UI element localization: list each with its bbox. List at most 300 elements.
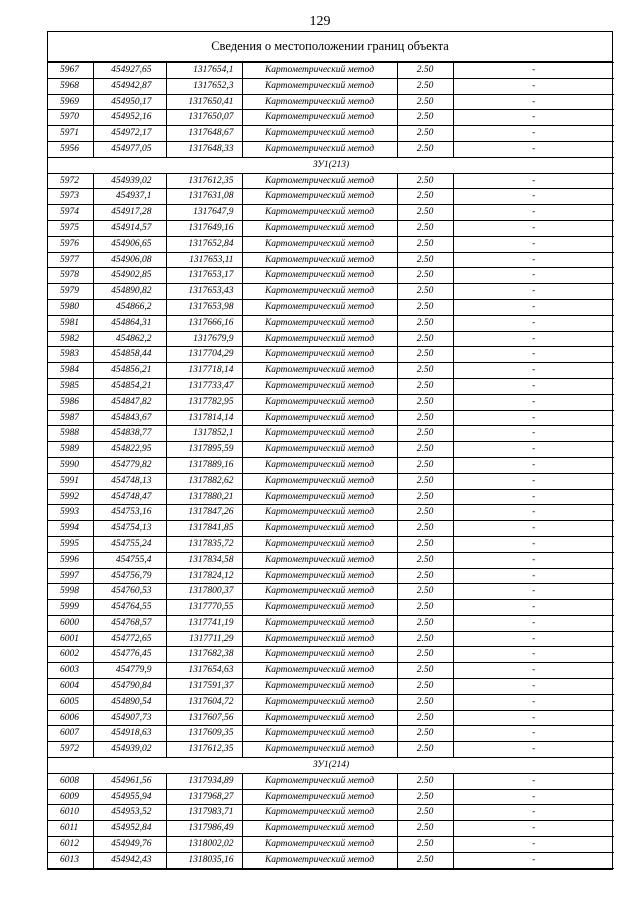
page-number: 129 (309, 14, 331, 29)
y-coordinate-cell: 1318002,02 (166, 837, 242, 853)
method-cell: Картометрический метод (242, 631, 397, 647)
point-number-cell: 5981 (48, 315, 93, 331)
y-coordinate-cell: 1317847,26 (166, 505, 242, 521)
x-coordinate-cell: 454755,4 (93, 552, 166, 568)
point-number-cell: 5992 (48, 489, 93, 505)
y-coordinate-cell: 1317591,37 (166, 679, 242, 695)
description-cell: - (453, 299, 614, 315)
table-row (48, 426, 614, 442)
method-cell: Картометрический метод (242, 773, 397, 789)
description-cell: - (453, 615, 614, 631)
method-cell: Картометрический метод (242, 442, 397, 458)
x-coordinate-cell: 454764,55 (93, 600, 166, 616)
y-coordinate-cell: 1317968,27 (166, 789, 242, 805)
description-cell: - (453, 268, 614, 284)
accuracy-cell: 2.50 (397, 315, 453, 331)
description-cell: - (453, 284, 614, 300)
description-cell: - (453, 220, 614, 236)
y-coordinate-cell: 1317841,85 (166, 521, 242, 537)
y-coordinate-cell: 1317653,43 (166, 284, 242, 300)
description-cell: - (453, 331, 614, 347)
description-cell: - (453, 505, 614, 521)
table-row (48, 837, 614, 853)
point-number-cell: 5975 (48, 220, 93, 236)
table-row (48, 805, 614, 821)
x-coordinate-cell: 454952,84 (93, 821, 166, 837)
accuracy-cell: 2.50 (397, 473, 453, 489)
description-cell: - (453, 489, 614, 505)
method-cell: Картометрический метод (242, 505, 397, 521)
point-number-cell: 5995 (48, 536, 93, 552)
method-cell: Картометрический метод (242, 805, 397, 821)
method-cell: Картометрический метод (242, 394, 397, 410)
description-cell: - (453, 410, 614, 426)
description-cell: - (453, 679, 614, 695)
description-cell: - (453, 852, 614, 868)
x-coordinate-cell: 454753,16 (93, 505, 166, 521)
y-coordinate-cell: 1317852,1 (166, 426, 242, 442)
description-cell: - (453, 457, 614, 473)
table-row (48, 205, 614, 221)
x-coordinate-cell: 454862,2 (93, 331, 166, 347)
accuracy-cell: 2.50 (397, 821, 453, 837)
y-coordinate-cell: 1317654,1 (166, 63, 242, 79)
description-cell: - (453, 252, 614, 268)
y-coordinate-cell: 1317718,14 (166, 363, 242, 379)
point-number-cell: 5970 (48, 110, 93, 126)
accuracy-cell: 2.50 (397, 726, 453, 742)
group-header-row (48, 157, 614, 173)
x-coordinate-cell: 454890,54 (93, 694, 166, 710)
x-coordinate-cell: 454847,82 (93, 394, 166, 410)
description-cell: - (453, 837, 614, 853)
table-row (48, 457, 614, 473)
table-row (48, 378, 614, 394)
method-cell: Картометрический метод (242, 789, 397, 805)
method-cell: Картометрический метод (242, 473, 397, 489)
accuracy-cell: 2.50 (397, 489, 453, 505)
point-number-cell: 6008 (48, 773, 93, 789)
point-number-cell: 5988 (48, 426, 93, 442)
y-coordinate-cell: 1317934,89 (166, 773, 242, 789)
accuracy-cell: 2.50 (397, 268, 453, 284)
accuracy-cell: 2.50 (397, 410, 453, 426)
y-coordinate-cell: 1317649,16 (166, 220, 242, 236)
x-coordinate-cell: 454776,45 (93, 647, 166, 663)
point-number-cell: 5998 (48, 584, 93, 600)
y-coordinate-cell: 1317604,72 (166, 694, 242, 710)
table-row (48, 568, 614, 584)
method-cell: Картометрический метод (242, 63, 397, 79)
table-title: Сведения о местоположении границ объекта (48, 32, 612, 62)
method-cell: Картометрический метод (242, 568, 397, 584)
y-coordinate-cell: 1318035,16 (166, 852, 242, 868)
method-cell: Картометрический метод (242, 268, 397, 284)
table-row (48, 694, 614, 710)
description-cell: - (453, 536, 614, 552)
point-number-cell: 5997 (48, 568, 93, 584)
description-cell: - (453, 631, 614, 647)
point-number-cell: 5983 (48, 347, 93, 363)
accuracy-cell: 2.50 (397, 710, 453, 726)
coordinates-table (48, 62, 614, 869)
y-coordinate-cell: 1317648,33 (166, 141, 242, 157)
accuracy-cell: 2.50 (397, 742, 453, 758)
description-cell: - (453, 315, 614, 331)
table-row (48, 347, 614, 363)
y-coordinate-cell: 1317889,16 (166, 457, 242, 473)
table-row (48, 173, 614, 189)
accuracy-cell: 2.50 (397, 378, 453, 394)
method-cell: Картометрический метод (242, 94, 397, 110)
table-row (48, 315, 614, 331)
description-cell: - (453, 710, 614, 726)
method-cell: Картометрический метод (242, 173, 397, 189)
point-number-cell: 6007 (48, 726, 93, 742)
x-coordinate-cell: 454906,65 (93, 236, 166, 252)
accuracy-cell: 2.50 (397, 94, 453, 110)
x-coordinate-cell: 454856,21 (93, 363, 166, 379)
x-coordinate-cell: 454955,94 (93, 789, 166, 805)
accuracy-cell: 2.50 (397, 694, 453, 710)
description-cell: - (453, 789, 614, 805)
accuracy-cell: 2.50 (397, 600, 453, 616)
x-coordinate-cell: 454927,65 (93, 63, 166, 79)
description-cell: - (453, 63, 614, 79)
method-cell: Картометрический метод (242, 315, 397, 331)
group-label: ЗУ1(214) (48, 758, 614, 774)
description-cell: - (453, 584, 614, 600)
point-number-cell: 5968 (48, 78, 93, 94)
table-row (48, 63, 614, 79)
point-number-cell: 5969 (48, 94, 93, 110)
y-coordinate-cell: 1317650,07 (166, 110, 242, 126)
point-number-cell: 5996 (48, 552, 93, 568)
description-cell: - (453, 726, 614, 742)
table-row (48, 331, 614, 347)
point-number-cell: 5967 (48, 63, 93, 79)
accuracy-cell: 2.50 (397, 78, 453, 94)
method-cell: Картометрический метод (242, 220, 397, 236)
x-coordinate-cell: 454939,02 (93, 173, 166, 189)
description-cell: - (453, 426, 614, 442)
point-number-cell: 5977 (48, 252, 93, 268)
description-cell: - (453, 173, 614, 189)
x-coordinate-cell: 454977,05 (93, 141, 166, 157)
method-cell: Картометрический метод (242, 331, 397, 347)
y-coordinate-cell: 1317650,41 (166, 94, 242, 110)
method-cell: Картометрический метод (242, 189, 397, 205)
x-coordinate-cell: 454755,24 (93, 536, 166, 552)
y-coordinate-cell: 1317882,62 (166, 473, 242, 489)
point-number-cell: 5972 (48, 173, 93, 189)
accuracy-cell: 2.50 (397, 663, 453, 679)
accuracy-cell: 2.50 (397, 173, 453, 189)
point-number-cell: 6001 (48, 631, 93, 647)
table-row (48, 284, 614, 300)
description-cell: - (453, 773, 614, 789)
y-coordinate-cell: 1317782,95 (166, 394, 242, 410)
accuracy-cell: 2.50 (397, 126, 453, 142)
y-coordinate-cell: 1317609,35 (166, 726, 242, 742)
accuracy-cell: 2.50 (397, 631, 453, 647)
point-number-cell: 5982 (48, 331, 93, 347)
description-cell: - (453, 363, 614, 379)
table-row (48, 600, 614, 616)
point-number-cell: 6000 (48, 615, 93, 631)
accuracy-cell: 2.50 (397, 805, 453, 821)
x-coordinate-cell: 454914,57 (93, 220, 166, 236)
description-cell: - (453, 110, 614, 126)
accuracy-cell: 2.50 (397, 679, 453, 695)
y-coordinate-cell: 1317653,98 (166, 299, 242, 315)
accuracy-cell: 2.50 (397, 552, 453, 568)
description-cell: - (453, 600, 614, 616)
table-row (48, 552, 614, 568)
point-number-cell: 5972 (48, 742, 93, 758)
method-cell: Картометрический метод (242, 742, 397, 758)
point-number-cell: 5993 (48, 505, 93, 521)
y-coordinate-cell: 1317835,72 (166, 536, 242, 552)
x-coordinate-cell: 454748,47 (93, 489, 166, 505)
accuracy-cell: 2.50 (397, 141, 453, 157)
accuracy-cell: 2.50 (397, 363, 453, 379)
group-header-row (48, 758, 614, 774)
table-row (48, 94, 614, 110)
point-number-cell: 6003 (48, 663, 93, 679)
x-coordinate-cell: 454906,08 (93, 252, 166, 268)
accuracy-cell: 2.50 (397, 773, 453, 789)
x-coordinate-cell: 454838,77 (93, 426, 166, 442)
method-cell: Картометрический метод (242, 584, 397, 600)
y-coordinate-cell: 1317679,9 (166, 331, 242, 347)
x-coordinate-cell: 454754,13 (93, 521, 166, 537)
x-coordinate-cell: 454890,82 (93, 284, 166, 300)
y-coordinate-cell: 1317653,11 (166, 252, 242, 268)
point-number-cell: 6012 (48, 837, 93, 853)
table-row (48, 852, 614, 868)
y-coordinate-cell: 1317814,14 (166, 410, 242, 426)
accuracy-cell: 2.50 (397, 505, 453, 521)
method-cell: Картометрический метод (242, 299, 397, 315)
y-coordinate-cell: 1317666,16 (166, 315, 242, 331)
table-row (48, 141, 614, 157)
table-row (48, 521, 614, 537)
accuracy-cell: 2.50 (397, 442, 453, 458)
boundary-table-frame (47, 31, 613, 870)
x-coordinate-cell: 454917,28 (93, 205, 166, 221)
table-row (48, 236, 614, 252)
description-cell: - (453, 821, 614, 837)
method-cell: Картометрический метод (242, 78, 397, 94)
point-number-cell: 5990 (48, 457, 93, 473)
table-row (48, 584, 614, 600)
table-row (48, 299, 614, 315)
accuracy-cell: 2.50 (397, 347, 453, 363)
description-cell: - (453, 742, 614, 758)
point-number-cell: 5991 (48, 473, 93, 489)
table-row (48, 78, 614, 94)
description-cell: - (453, 394, 614, 410)
x-coordinate-cell: 454961,56 (93, 773, 166, 789)
x-coordinate-cell: 454772,65 (93, 631, 166, 647)
method-cell: Картометрический метод (242, 694, 397, 710)
method-cell: Картометрический метод (242, 536, 397, 552)
point-number-cell: 5956 (48, 141, 93, 157)
description-cell: - (453, 94, 614, 110)
accuracy-cell: 2.50 (397, 584, 453, 600)
y-coordinate-cell: 1317647,9 (166, 205, 242, 221)
y-coordinate-cell: 1317741,19 (166, 615, 242, 631)
accuracy-cell: 2.50 (397, 252, 453, 268)
accuracy-cell: 2.50 (397, 299, 453, 315)
x-coordinate-cell: 454972,17 (93, 126, 166, 142)
table-row (48, 489, 614, 505)
description-cell: - (453, 141, 614, 157)
description-cell: - (453, 521, 614, 537)
description-cell: - (453, 647, 614, 663)
accuracy-cell: 2.50 (397, 789, 453, 805)
table-row (48, 363, 614, 379)
description-cell: - (453, 78, 614, 94)
method-cell: Картометрический метод (242, 126, 397, 142)
method-cell: Картометрический метод (242, 236, 397, 252)
table-row (48, 773, 614, 789)
x-coordinate-cell: 454756,79 (93, 568, 166, 584)
point-number-cell: 6004 (48, 679, 93, 695)
table-row (48, 710, 614, 726)
x-coordinate-cell: 454950,17 (93, 94, 166, 110)
method-cell: Картометрический метод (242, 363, 397, 379)
x-coordinate-cell: 454953,52 (93, 805, 166, 821)
point-number-cell: 6010 (48, 805, 93, 821)
x-coordinate-cell: 454866,2 (93, 299, 166, 315)
point-number-cell: 5985 (48, 378, 93, 394)
x-coordinate-cell: 454942,43 (93, 852, 166, 868)
y-coordinate-cell: 1317824,12 (166, 568, 242, 584)
y-coordinate-cell: 1317653,17 (166, 268, 242, 284)
y-coordinate-cell: 1317711,29 (166, 631, 242, 647)
table-row (48, 679, 614, 695)
point-number-cell: 5989 (48, 442, 93, 458)
point-number-cell: 5994 (48, 521, 93, 537)
accuracy-cell: 2.50 (397, 331, 453, 347)
point-number-cell: 6011 (48, 821, 93, 837)
method-cell: Картометрический метод (242, 663, 397, 679)
method-cell: Картометрический метод (242, 410, 397, 426)
description-cell: - (453, 347, 614, 363)
accuracy-cell: 2.50 (397, 63, 453, 79)
x-coordinate-cell: 454822,95 (93, 442, 166, 458)
accuracy-cell: 2.50 (397, 615, 453, 631)
point-number-cell: 6002 (48, 647, 93, 663)
x-coordinate-cell: 454854,21 (93, 378, 166, 394)
method-cell: Картометрический метод (242, 552, 397, 568)
method-cell: Картометрический метод (242, 852, 397, 868)
accuracy-cell: 2.50 (397, 284, 453, 300)
point-number-cell: 5976 (48, 236, 93, 252)
description-cell: - (453, 189, 614, 205)
y-coordinate-cell: 1317834,58 (166, 552, 242, 568)
table-row (48, 189, 614, 205)
y-coordinate-cell: 1317880,21 (166, 489, 242, 505)
point-number-cell: 6009 (48, 789, 93, 805)
point-number-cell: 5980 (48, 299, 93, 315)
description-cell: - (453, 442, 614, 458)
table-row (48, 789, 614, 805)
point-number-cell: 5986 (48, 394, 93, 410)
y-coordinate-cell: 1317612,35 (166, 742, 242, 758)
description-cell: - (453, 694, 614, 710)
description-cell: - (453, 205, 614, 221)
accuracy-cell: 2.50 (397, 426, 453, 442)
point-number-cell: 5971 (48, 126, 93, 142)
accuracy-cell: 2.50 (397, 521, 453, 537)
point-number-cell: 5999 (48, 600, 93, 616)
y-coordinate-cell: 1317770,55 (166, 600, 242, 616)
method-cell: Картометрический метод (242, 252, 397, 268)
table-row (48, 268, 614, 284)
accuracy-cell: 2.50 (397, 837, 453, 853)
table-row (48, 505, 614, 521)
x-coordinate-cell: 454918,63 (93, 726, 166, 742)
table-row (48, 647, 614, 663)
method-cell: Картометрический метод (242, 426, 397, 442)
point-number-cell: 5973 (48, 189, 93, 205)
accuracy-cell: 2.50 (397, 647, 453, 663)
x-coordinate-cell: 454902,85 (93, 268, 166, 284)
accuracy-cell: 2.50 (397, 568, 453, 584)
x-coordinate-cell: 454937,1 (93, 189, 166, 205)
x-coordinate-cell: 454748,13 (93, 473, 166, 489)
point-number-cell: 6006 (48, 710, 93, 726)
method-cell: Картометрический метод (242, 521, 397, 537)
y-coordinate-cell: 1317983,71 (166, 805, 242, 821)
y-coordinate-cell: 1317733,47 (166, 378, 242, 394)
description-cell: - (453, 805, 614, 821)
table-row (48, 110, 614, 126)
y-coordinate-cell: 1317631,08 (166, 189, 242, 205)
group-label: ЗУ1(213) (48, 157, 614, 173)
x-coordinate-cell: 454779,9 (93, 663, 166, 679)
x-coordinate-cell: 454779,82 (93, 457, 166, 473)
description-cell: - (453, 552, 614, 568)
y-coordinate-cell: 1317895,59 (166, 442, 242, 458)
x-coordinate-cell: 454952,16 (93, 110, 166, 126)
x-coordinate-cell: 454760,53 (93, 584, 166, 600)
table-row (48, 220, 614, 236)
description-cell: - (453, 126, 614, 142)
accuracy-cell: 2.50 (397, 236, 453, 252)
table-row (48, 726, 614, 742)
method-cell: Картометрический метод (242, 710, 397, 726)
description-cell: - (453, 236, 614, 252)
accuracy-cell: 2.50 (397, 110, 453, 126)
table-row (48, 742, 614, 758)
method-cell: Картометрический метод (242, 726, 397, 742)
y-coordinate-cell: 1317652,84 (166, 236, 242, 252)
description-cell: - (453, 378, 614, 394)
x-coordinate-cell: 454949,76 (93, 837, 166, 853)
description-cell: - (453, 473, 614, 489)
point-number-cell: 6013 (48, 852, 93, 868)
method-cell: Картометрический метод (242, 284, 397, 300)
table-row (48, 473, 614, 489)
y-coordinate-cell: 1317704,29 (166, 347, 242, 363)
point-number-cell: 5978 (48, 268, 93, 284)
point-number-cell: 5974 (48, 205, 93, 221)
accuracy-cell: 2.50 (397, 189, 453, 205)
